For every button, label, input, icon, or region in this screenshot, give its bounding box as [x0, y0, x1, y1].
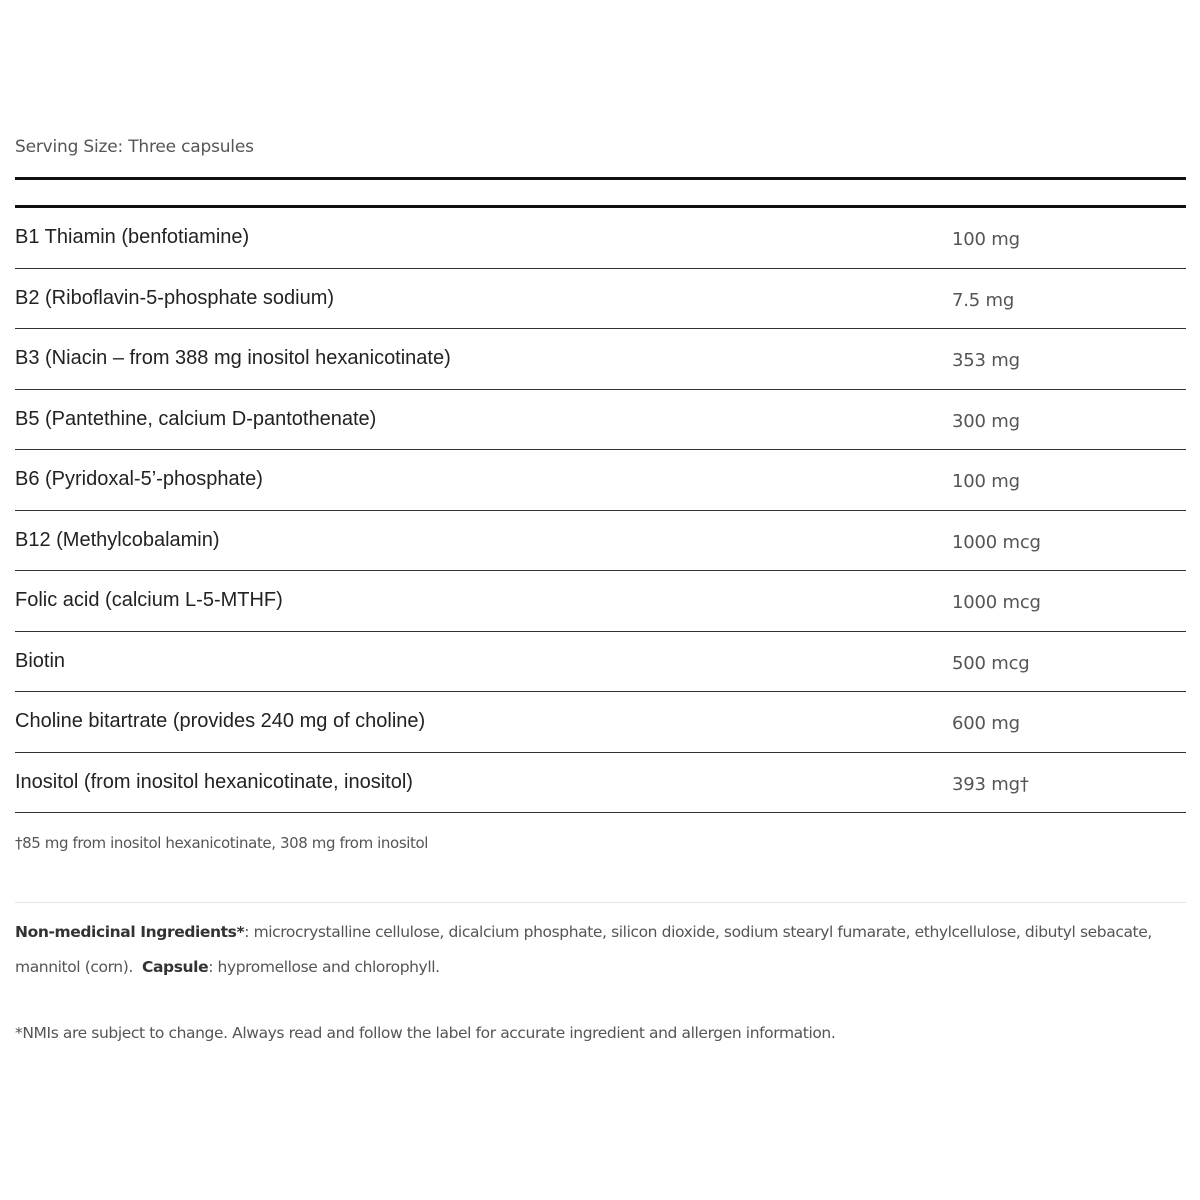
ingredient-amount: 100 mg [952, 471, 1020, 492]
table-row [15, 450, 1186, 511]
table-row [15, 753, 1186, 814]
table-row [15, 390, 1186, 451]
capsule-label: Capsule [141, 958, 209, 976]
table-row [15, 329, 1186, 390]
ingredient-name: Inositol (from inositol hexanicotinate, inositol) [15, 770, 413, 793]
table-row [15, 208, 1186, 269]
ingredient-name: B2 (Riboflavin-5-phosphate sodium) [15, 286, 335, 309]
ingredient-name: Folic acid (calcium L-5-MTHF) [15, 589, 283, 611]
ingredient-amount: 393 mg† [952, 773, 1029, 795]
table-row [15, 571, 1186, 632]
table-row [15, 632, 1186, 693]
table-row [15, 511, 1186, 572]
ingredient-name: Choline bitartrate (provides 240 mg of choline) [15, 710, 426, 732]
ingredient-name: B6 (Pyridoxal-5’-phosphate) [15, 468, 263, 490]
ingredient-amount: 100 mg [952, 229, 1020, 250]
ingredient-amount: 353 mg [952, 350, 1020, 371]
nmi-disclaimer: *NMIs are subject to change. Always read and follow the label for accurate ingredient and allergen information. [15, 1024, 836, 1042]
ingredient-amount: 500 mcg [952, 652, 1030, 674]
ingredient-name: Biotin [15, 649, 66, 672]
table-row [15, 692, 1186, 753]
divider-top [15, 177, 1186, 180]
ingredient-amount: 300 mg [952, 410, 1020, 432]
serving-size: Serving Size: Three capsules [15, 137, 254, 157]
ingredient-amount: 600 mg [952, 713, 1020, 734]
non-medicinal-text: : microcrystalline cellulose, dicalcium phosphate, silicon dioxide, sodium stearyl fumarate, ethylcellulose, dibutyl sebacate, mannitol (corn). [15, 923, 1152, 976]
non-medicinal-ingredients [15, 915, 1190, 985]
table-row [15, 269, 1186, 330]
section-divider [15, 902, 1186, 903]
ingredient-name: B3 (Niacin – from 388 mg inositol hexanicotinate) [15, 347, 451, 369]
ingredient-name: B5 (Pantethine, calcium D-pantothenate) [15, 407, 377, 430]
dagger-footnote: †85 mg from inositol hexanicotinate, 308 mg from inositol [15, 834, 429, 852]
ingredient-amount: 1000 mcg [952, 531, 1041, 553]
non-medicinal-label: Non-medicinal Ingredients* [15, 923, 245, 941]
ingredients-table [15, 208, 1186, 813]
ingredient-name: B1 Thiamin (benfotiamine) [15, 226, 250, 248]
ingredient-amount: 1000 mcg [952, 592, 1041, 613]
ingredient-name: B12 (Methylcobalamin) [15, 528, 220, 551]
capsule-text: : hypromellose and chlorophyll. [208, 958, 440, 976]
ingredient-amount: 7.5 mg [952, 289, 1015, 311]
